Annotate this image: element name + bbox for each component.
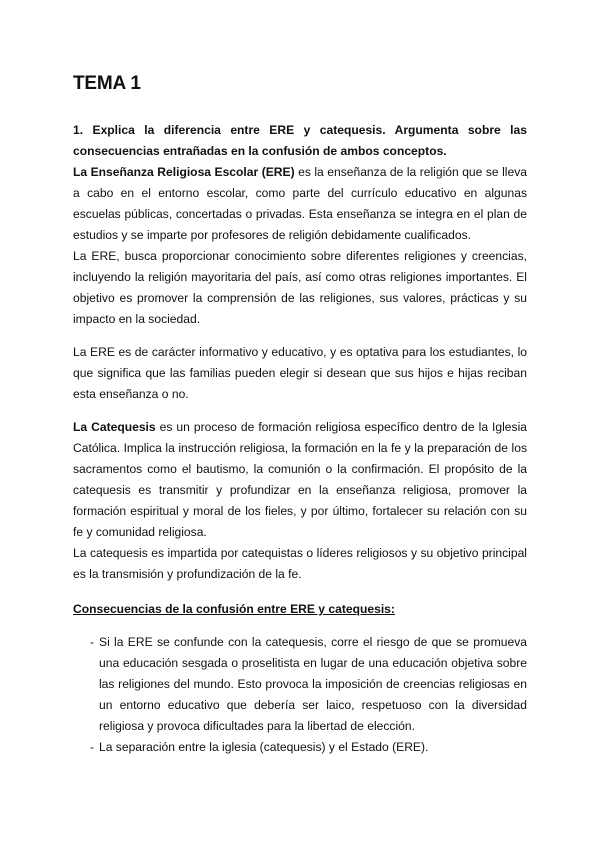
- consequences-heading: Consecuencias de la confusión entre ERE y catequesis:: [73, 602, 395, 616]
- page-title: TEMA 1: [73, 73, 141, 94]
- ere-definition: es la enseñanza de la religión que se lleva a cabo en el entorno escolar, como parte del currículo educativo en algunas escuelas públicas, concertadas o privadas. Esta enseñanza se integra en el plan de estudios y se imparte por profesores de religión debidamente cualificados.: [73, 165, 527, 242]
- ere-paragraph-3: La ERE es de carácter informativo y educativo, y es optativa para los estudiantes, lo que significa que las familias pueden elegir si desean que sus hijos e hijas reciban esta enseñanza o no.: [73, 345, 527, 401]
- ere-paragraph-1: [73, 162, 527, 246]
- catequesis-paragraph-1: [73, 417, 527, 543]
- question-text: 1. Explica la diferencia entre ERE y catequesis. Argumenta sobre las consecuencias entrañadas en la confusión de ambos conceptos.: [73, 123, 527, 158]
- catequesis-term: La Catequesis: [73, 420, 156, 434]
- ere-term: La Enseñanza Religiosa Escolar (ERE): [73, 165, 295, 179]
- list-item-text: La separación entre la iglesia (catequesis) y el Estado (ERE).: [99, 740, 429, 754]
- catequesis-paragraph-2: La catequesis es impartida por catequistas o líderes religiosos y su objetivo principal es la transmisión y profundización de la fe.: [73, 546, 527, 581]
- bullet-dash: -: [90, 635, 95, 649]
- list-item: [73, 632, 527, 737]
- consequences-list: [73, 632, 527, 758]
- list-item-text: Si la ERE se confunde con la catequesis, corre el riesgo de que se promueva una educación sesgada o proselitista en lugar de una educación objetiva sobre las religiones del mundo. Esto provoca la imposición de creencias religiosas en un entorno educativo que debería ser laico, respetuoso con la diversidad religiosa y provoca dificultades para la libertad de elección.: [99, 635, 527, 733]
- catequesis-definition: es un proceso de formación religiosa específico dentro de la Iglesia Católica. Implica la instrucción religiosa, la formación en la fe y la preparación de los sacramentos como el bautismo, la comunión o la confirmación. El propósito de la catequesis es transmitir y profundizar en la enseñanza religiosa, promover la formación espiritual y moral de los fieles, y por último, fortalecer su relación con su fe y comunidad religiosa.: [73, 420, 527, 539]
- list-item: [73, 737, 527, 758]
- bullet-dash: -: [90, 740, 95, 754]
- ere-paragraph-2: La ERE, busca proporcionar conocimiento sobre diferentes religiones y creencias, incluyendo la religión mayoritaria del país, así como otras religiones importantes. El objetivo es promover la comprensión de las religiones, sus valores, prácticas y su impacto en la sociedad.: [73, 249, 527, 326]
